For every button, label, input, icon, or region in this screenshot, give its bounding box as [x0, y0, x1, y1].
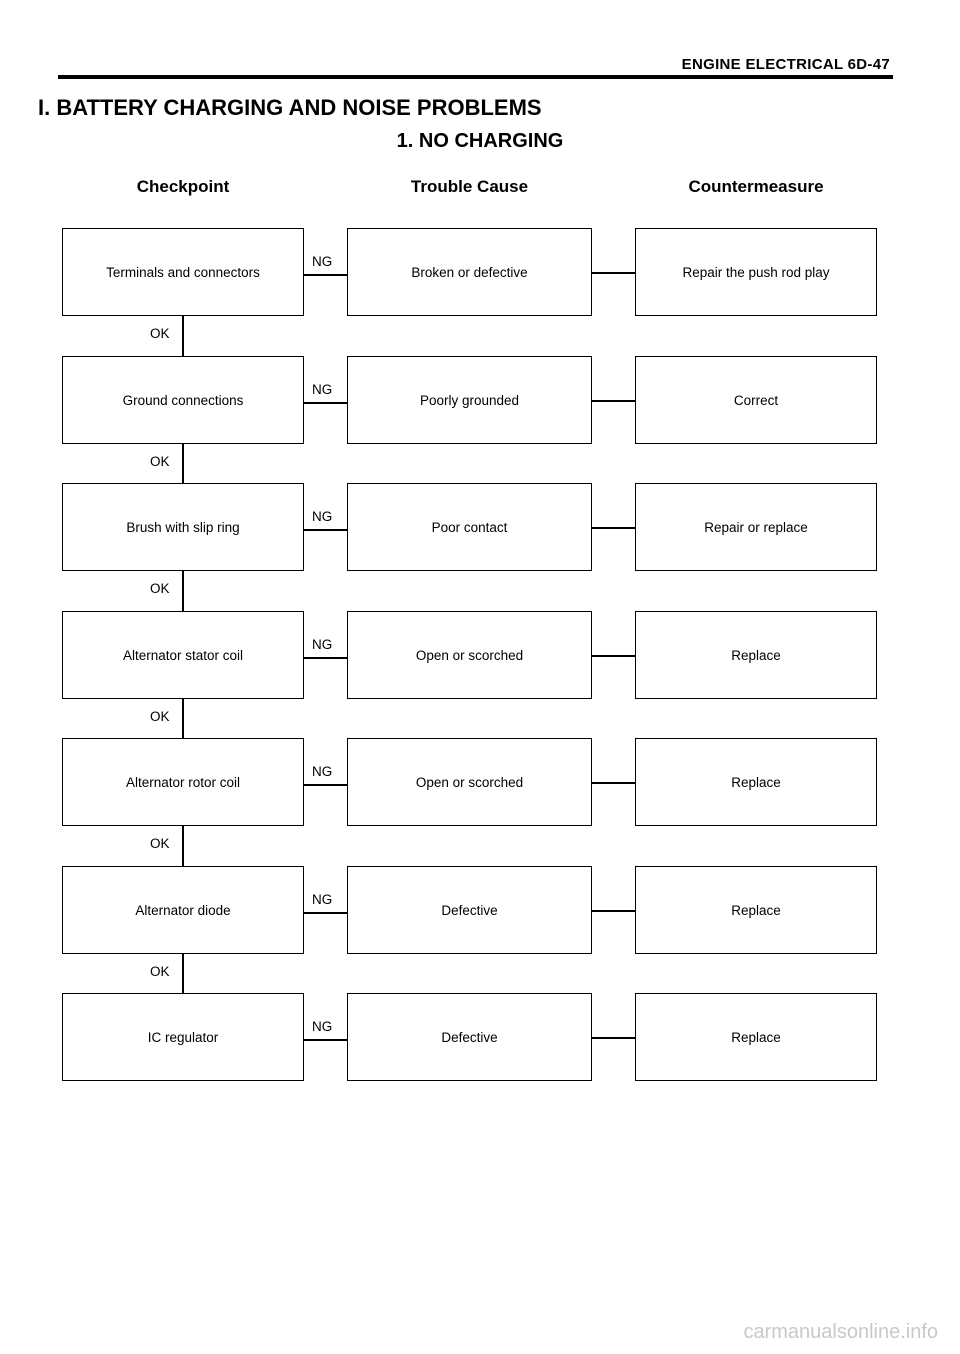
ng-connector-line — [304, 784, 347, 786]
trouble-cause-box: Open or scorched — [347, 738, 592, 826]
column-header-trouble-cause: Trouble Cause — [410, 177, 529, 196]
ok-connector-line — [182, 699, 184, 739]
checkpoint-box: Terminals and connectors — [62, 228, 304, 316]
ng-connector-line — [304, 912, 347, 914]
ok-label: OK — [150, 326, 170, 341]
countermeasure-box: Replace — [635, 866, 877, 954]
checkpoint-box: Brush with slip ring — [62, 483, 304, 571]
checkpoint-box: Ground connections — [62, 356, 304, 444]
ng-label: NG — [312, 637, 333, 652]
ok-connector-line — [182, 954, 184, 994]
ok-label: OK — [150, 454, 170, 469]
countermeasure-box: Repair the push rod play — [635, 228, 877, 316]
cause-to-countermeasure-line — [592, 1037, 635, 1039]
ok-label: OK — [150, 964, 170, 979]
watermark: carmanualsonline.info — [743, 1321, 938, 1343]
countermeasure-box: Repair or replace — [635, 483, 877, 571]
ok-connector-line — [182, 826, 184, 866]
checkpoint-box: Alternator diode — [62, 866, 304, 954]
ng-connector-line — [304, 274, 347, 276]
countermeasure-box: Replace — [635, 738, 877, 826]
ok-label: OK — [150, 581, 170, 596]
cause-to-countermeasure-line — [592, 910, 635, 912]
cause-to-countermeasure-line — [592, 782, 635, 784]
ng-connector-line — [304, 529, 347, 531]
checkpoint-box: Alternator stator coil — [62, 611, 304, 699]
checkpoint-box: IC regulator — [62, 993, 304, 1081]
ng-label: NG — [312, 892, 333, 907]
countermeasure-box: Replace — [635, 611, 877, 699]
cause-to-countermeasure-line — [592, 655, 635, 657]
ng-label: NG — [312, 509, 333, 524]
trouble-cause-box: Poor contact — [347, 483, 592, 571]
trouble-cause-box: Defective — [347, 993, 592, 1081]
ok-connector-line — [182, 571, 184, 611]
checkpoint-box: Alternator rotor coil — [62, 738, 304, 826]
cause-to-countermeasure-line — [592, 400, 635, 402]
ok-label: OK — [150, 709, 170, 724]
column-header-checkpoint: Checkpoint — [136, 177, 230, 196]
cause-to-countermeasure-line — [592, 272, 635, 274]
section-title: I. BATTERY CHARGING AND NOISE PROBLEMS — [38, 95, 542, 120]
cause-to-countermeasure-line — [592, 527, 635, 529]
column-header-countermeasure: Countermeasure — [688, 177, 824, 196]
page-header-label: ENGINE ELECTRICAL 6D-47 — [681, 56, 890, 73]
ng-label: NG — [312, 254, 333, 269]
ok-label: OK — [150, 836, 170, 851]
countermeasure-box: Replace — [635, 993, 877, 1081]
ok-connector-line — [182, 316, 184, 356]
ng-connector-line — [304, 402, 347, 404]
trouble-cause-box: Poorly grounded — [347, 356, 592, 444]
ng-label: NG — [312, 764, 333, 779]
ng-label: NG — [312, 382, 333, 397]
ng-connector-line — [304, 657, 347, 659]
countermeasure-box: Correct — [635, 356, 877, 444]
trouble-cause-box: Broken or defective — [347, 228, 592, 316]
ok-connector-line — [182, 444, 184, 484]
ng-connector-line — [304, 1039, 347, 1041]
trouble-cause-box: Open or scorched — [347, 611, 592, 699]
trouble-cause-box: Defective — [347, 866, 592, 954]
ng-label: NG — [312, 1019, 333, 1034]
subsection-title: 1. NO CHARGING — [396, 130, 564, 152]
